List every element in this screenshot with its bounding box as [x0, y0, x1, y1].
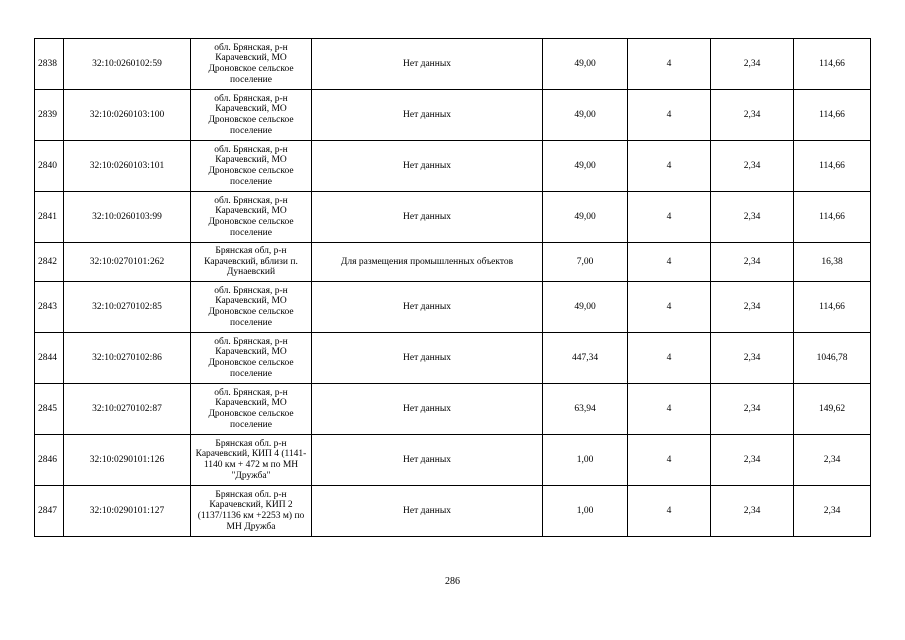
coefficient-cell: 4 [628, 486, 711, 537]
table-row [35, 333, 871, 384]
area-cell: 49,00 [543, 39, 628, 90]
table-row [35, 384, 871, 435]
cadastral-number-cell: 32:10:0260102:59 [64, 39, 191, 90]
cadastral-number-cell: 32:10:0270101:262 [64, 243, 191, 282]
purpose-cell: Нет данных [312, 90, 543, 141]
coefficient-cell: 4 [628, 141, 711, 192]
address-cell: Брянская обл, р-н Карачевский, вблизи п. Дунаевский [191, 243, 312, 282]
total-cell: 1046,78 [794, 333, 871, 384]
purpose-cell: Нет данных [312, 282, 543, 333]
total-cell: 114,66 [794, 39, 871, 90]
coefficient-cell: 4 [628, 333, 711, 384]
row-number-cell: 2839 [35, 90, 64, 141]
cadastral-number-cell: 32:10:0270102:86 [64, 333, 191, 384]
table-row [35, 243, 871, 282]
area-cell: 63,94 [543, 384, 628, 435]
table-row [35, 486, 871, 537]
coefficient-cell: 4 [628, 192, 711, 243]
purpose-cell: Для размещения промышленных объектов [312, 243, 543, 282]
total-cell: 2,34 [794, 435, 871, 486]
total-cell: 114,66 [794, 141, 871, 192]
area-cell: 447,34 [543, 333, 628, 384]
area-cell: 7,00 [543, 243, 628, 282]
purpose-cell: Нет данных [312, 39, 543, 90]
rate-cell: 2,34 [711, 282, 794, 333]
rate-cell: 2,34 [711, 384, 794, 435]
coefficient-cell: 4 [628, 90, 711, 141]
page-number: 286 [445, 576, 460, 587]
table-row [35, 282, 871, 333]
table-row [35, 90, 871, 141]
row-number-cell: 2843 [35, 282, 64, 333]
rate-cell: 2,34 [711, 333, 794, 384]
total-cell: 114,66 [794, 282, 871, 333]
address-cell: обл. Брянская, р-н Карачевский, МО Дроновское сельское поселение [191, 141, 312, 192]
rate-cell: 2,34 [711, 192, 794, 243]
table-row [35, 39, 871, 90]
rate-cell: 2,34 [711, 141, 794, 192]
rate-cell: 2,34 [711, 435, 794, 486]
table-row [35, 141, 871, 192]
purpose-cell: Нет данных [312, 435, 543, 486]
cadastral-number-cell: 32:10:0260103:100 [64, 90, 191, 141]
coefficient-cell: 4 [628, 282, 711, 333]
row-number-cell: 2841 [35, 192, 64, 243]
area-cell: 49,00 [543, 141, 628, 192]
rate-cell: 2,34 [711, 243, 794, 282]
total-cell: 16,38 [794, 243, 871, 282]
area-cell: 49,00 [543, 192, 628, 243]
address-cell: обл. Брянская, р-н Карачевский, МО Дроновское сельское поселение [191, 282, 312, 333]
table-body [35, 39, 871, 537]
purpose-cell: Нет данных [312, 192, 543, 243]
row-number-cell: 2845 [35, 384, 64, 435]
address-cell: обл. Брянская, р-н Карачевский, МО Дроновское сельское поселение [191, 90, 312, 141]
row-number-cell: 2840 [35, 141, 64, 192]
cadastral-number-cell: 32:10:0260103:99 [64, 192, 191, 243]
row-number-cell: 2838 [35, 39, 64, 90]
total-cell: 2,34 [794, 486, 871, 537]
area-cell: 1,00 [543, 435, 628, 486]
address-cell: обл. Брянская, р-н Карачевский, МО Дроновское сельское поселение [191, 333, 312, 384]
coefficient-cell: 4 [628, 435, 711, 486]
coefficient-cell: 4 [628, 384, 711, 435]
rate-cell: 2,34 [711, 90, 794, 141]
cadastral-number-cell: 32:10:0290101:126 [64, 435, 191, 486]
total-cell: 114,66 [794, 90, 871, 141]
purpose-cell: Нет данных [312, 486, 543, 537]
cadastral-number-cell: 32:10:0260103:101 [64, 141, 191, 192]
area-cell: 49,00 [543, 90, 628, 141]
address-cell: Брянская обл. р-н Карачевский, КИП 2 (1137/1136 км +2253 м) по МН Дружба [191, 486, 312, 537]
coefficient-cell: 4 [628, 243, 711, 282]
cadastral-number-cell: 32:10:0270102:87 [64, 384, 191, 435]
cadastral-number-cell: 32:10:0290101:127 [64, 486, 191, 537]
purpose-cell: Нет данных [312, 384, 543, 435]
row-number-cell: 2844 [35, 333, 64, 384]
total-cell: 114,66 [794, 192, 871, 243]
purpose-cell: Нет данных [312, 141, 543, 192]
table-row [35, 435, 871, 486]
address-cell: Брянская обл. р-н Карачевский, КИП 4 (1141-1140 км + 472 м по МН "Дружба" [191, 435, 312, 486]
coefficient-cell: 4 [628, 39, 711, 90]
row-number-cell: 2846 [35, 435, 64, 486]
address-cell: обл. Брянская, р-н Карачевский, МО Дроновское сельское поселение [191, 39, 312, 90]
rate-cell: 2,34 [711, 39, 794, 90]
row-number-cell: 2842 [35, 243, 64, 282]
total-cell: 149,62 [794, 384, 871, 435]
rate-cell: 2,34 [711, 486, 794, 537]
cadastral-number-cell: 32:10:0270102:85 [64, 282, 191, 333]
area-cell: 1,00 [543, 486, 628, 537]
table-row [35, 192, 871, 243]
area-cell: 49,00 [543, 282, 628, 333]
address-cell: обл. Брянская, р-н Карачевский, МО Дроновское сельское поселение [191, 384, 312, 435]
land-plots-table [34, 38, 871, 537]
purpose-cell: Нет данных [312, 333, 543, 384]
address-cell: обл. Брянская, р-н Карачевский, МО Дроновское сельское поселение [191, 192, 312, 243]
row-number-cell: 2847 [35, 486, 64, 537]
